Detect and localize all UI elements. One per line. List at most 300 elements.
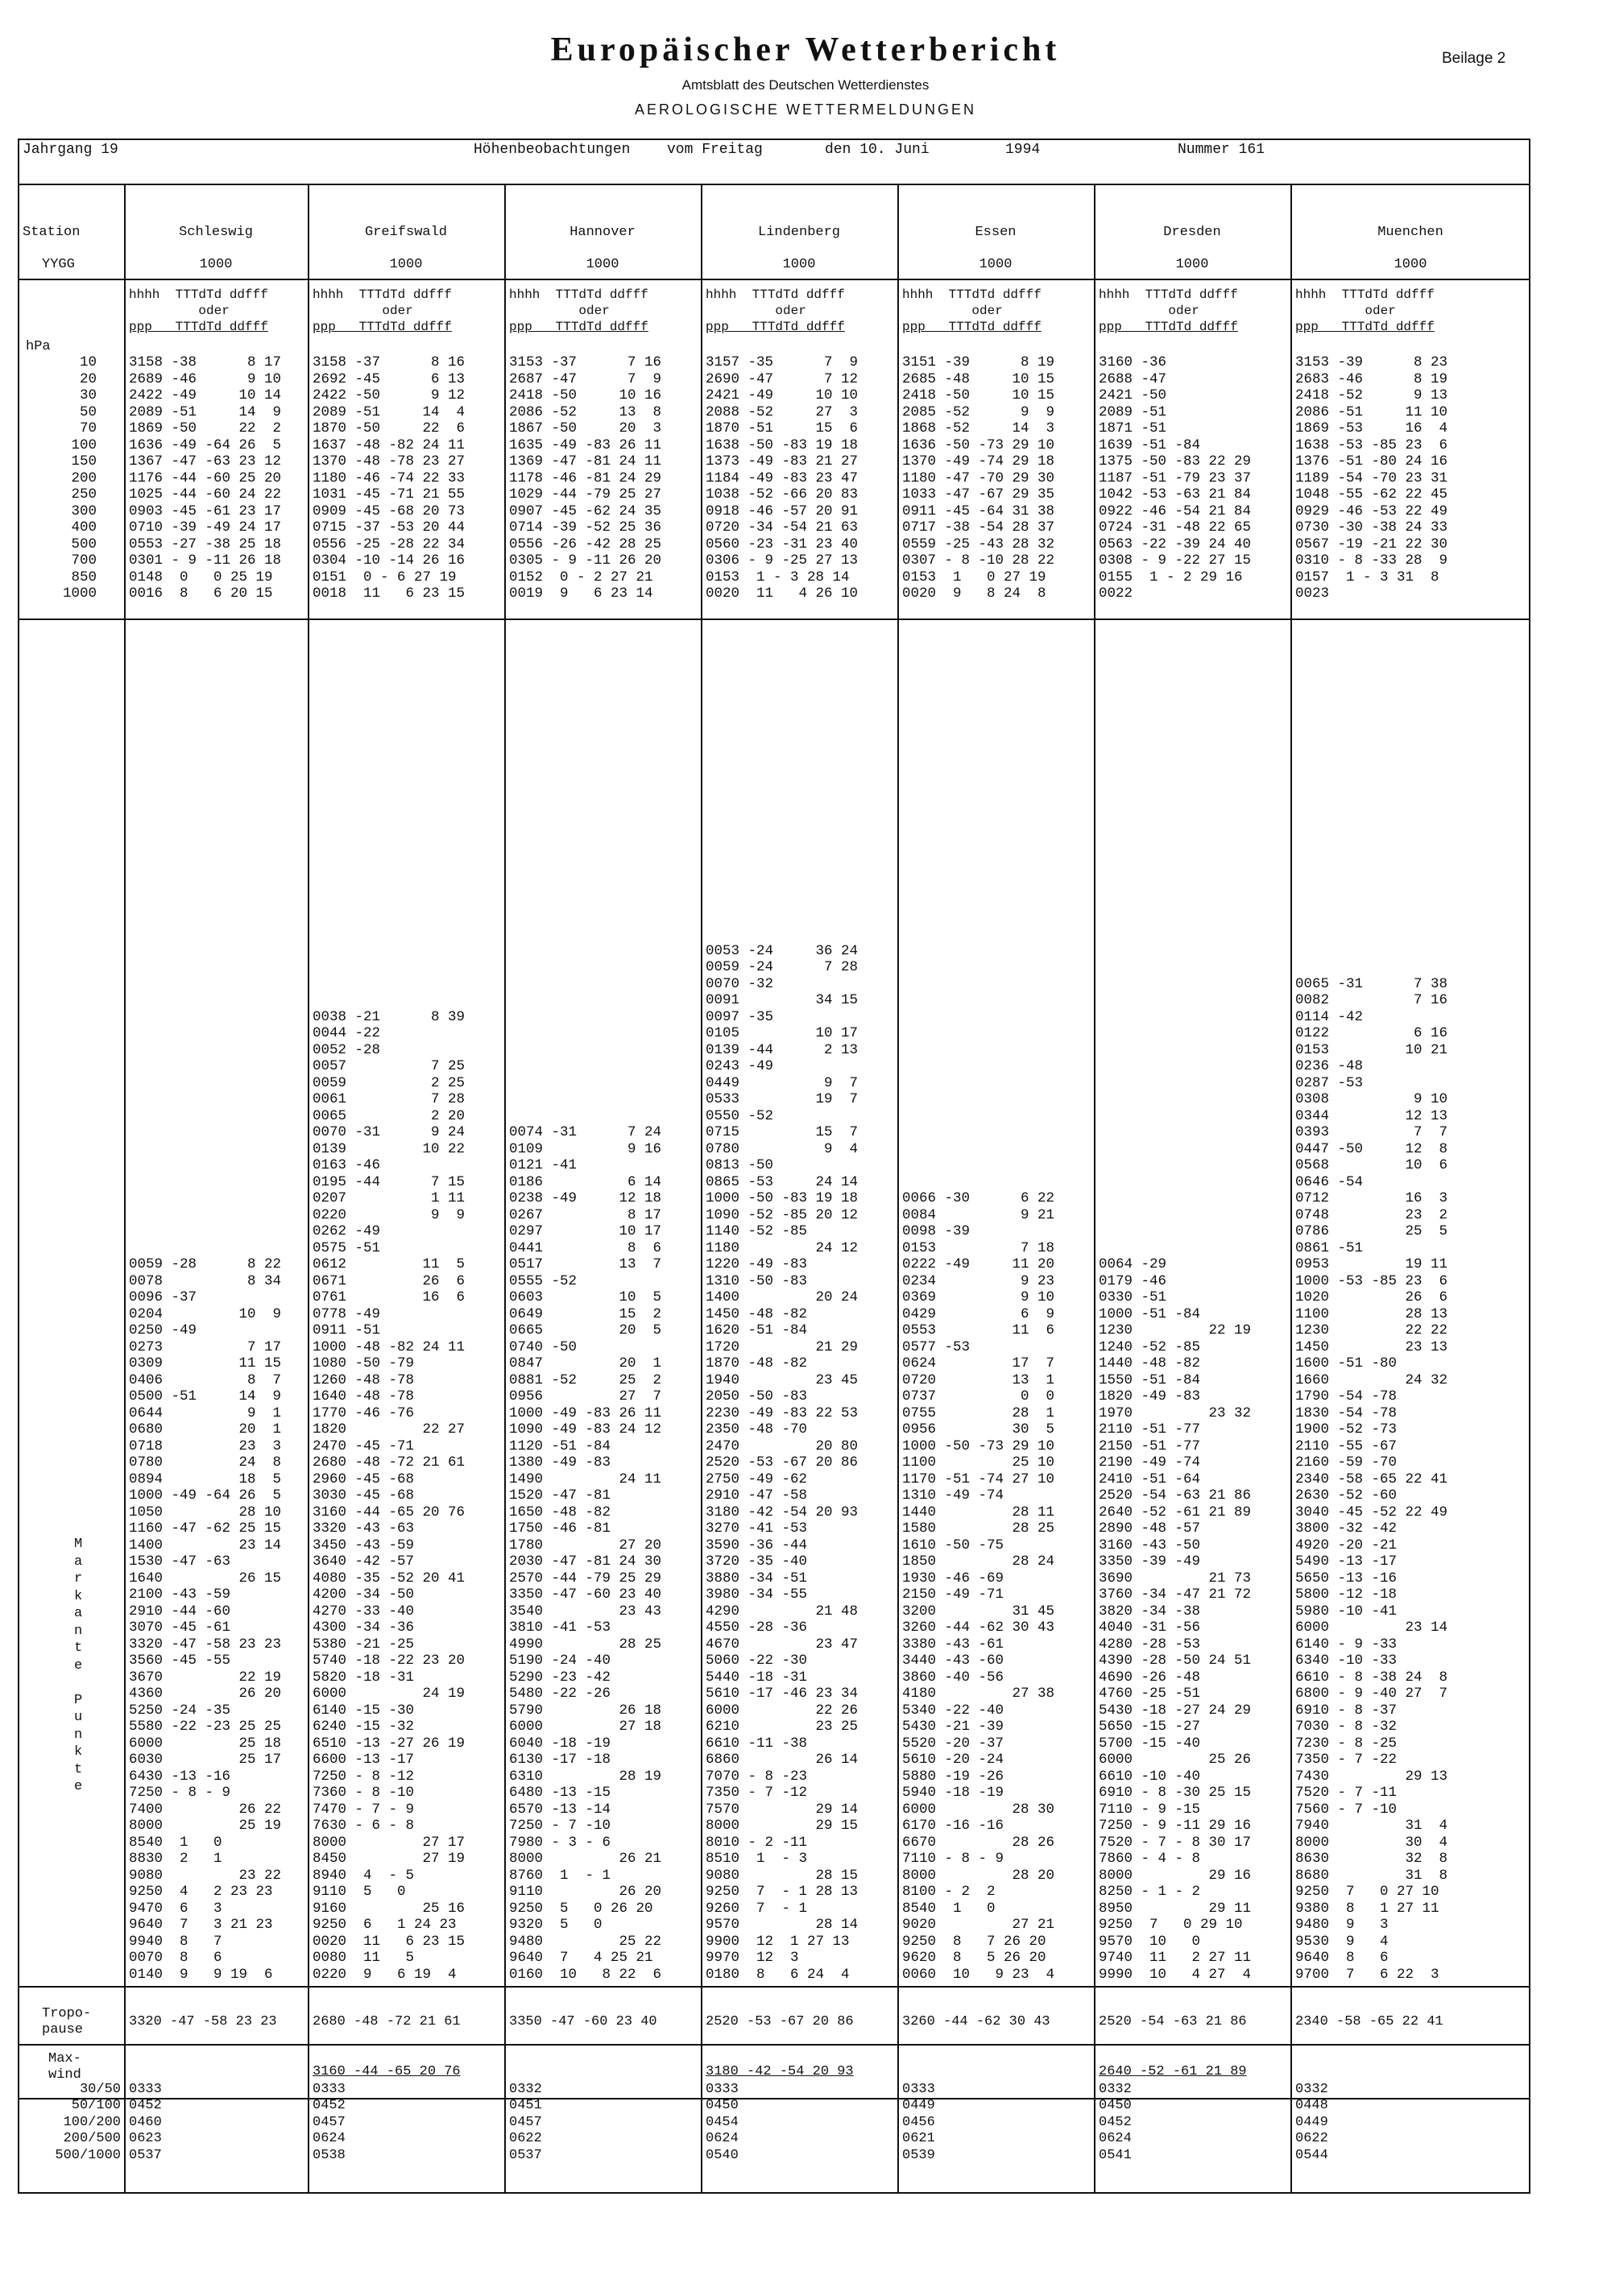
tropopause-value: 3260 -44 -62 30 43 [902,2014,1050,2029]
shear-label: 50/100 [71,2098,121,2114]
significant-point-row: 6000 27 18 [509,1719,662,1735]
pressure-level: 100 [71,436,97,453]
markante-letter: e [74,1779,83,1794]
significant-point-row: 1000 -53 -85 23 6 [1295,1272,1448,1289]
significant-point-row: 0778 -49 [313,1305,381,1322]
significant-point-row: 6140 - 9 -33 [1295,1636,1398,1653]
significant-point-row: 5820 -18 -31 [313,1669,415,1686]
level-row: 1373 -49 -83 21 27 [706,453,859,470]
markante-letter: n [74,1623,83,1639]
level-row: 1639 -51 -84 [1099,436,1201,453]
significant-point-row: 5430 -18 -27 24 29 [1099,1702,1252,1719]
level-row: 0301 - 9 -11 26 18 [129,552,282,569]
level-row: 0022 [1099,585,1133,602]
significant-point-row: 1020 26 6 [1295,1289,1448,1305]
significant-point-row: 4040 -31 -56 [1099,1620,1201,1636]
significant-point-row: 0179 -46 [1099,1272,1167,1289]
significant-point-row: 3320 -47 -58 23 23 [129,1636,282,1653]
significant-point-row: 5700 -15 -40 [1099,1735,1201,1752]
significant-point-row: 7110 - 8 - 9 [902,1851,1004,1867]
significant-point-row: 1100 28 13 [1295,1305,1448,1322]
significant-point-row: 0894 18 5 [129,1471,282,1487]
significant-point-row: 1000 -49 -83 26 11 [509,1404,662,1421]
significant-point-row: 1170 -51 -74 27 10 [902,1471,1055,1487]
significant-point-row: 9570 10 0 [1099,1933,1201,1950]
significant-point-row: 2050 -50 -83 [706,1388,808,1404]
significant-point-row: 2630 -52 -60 [1295,1487,1398,1504]
significant-point-row: 0195 -44 7 15 [313,1173,466,1190]
significant-point-row: 5940 -18 -19 [902,1785,1004,1801]
markante-letter: r [74,1571,83,1587]
shear-value: 0449 [1295,2114,1328,2130]
pressure-level: 70 [79,420,97,436]
significant-point-row: 7250 - 8 - 9 [129,1785,231,1801]
divider-header [18,184,1530,185]
significant-point-row: 0533 19 7 [706,1091,859,1107]
markante-letter: n [74,1727,83,1743]
significant-point-row: 1000 -48 -82 24 11 [313,1338,466,1355]
column-header: ppp TTTdTd ddfff [706,320,845,334]
column-header: hhhh TTTdTd ddfff [706,288,845,302]
column-header: hhhh TTTdTd ddfff [313,288,452,302]
significant-point-row: 1400 23 14 [129,1537,282,1553]
maxwind-value: 3160 -44 -65 20 76 [313,2064,461,2079]
significant-point-row: 7520 - 7 - 8 30 17 [1099,1834,1252,1851]
station-yygg: 1000 [586,257,619,272]
significant-point-row: 9970 12 3 [706,1950,799,1966]
significant-point-row: 2410 -51 -64 [1099,1471,1201,1487]
significant-point-row: 7400 26 22 [129,1801,282,1818]
significant-point-row: 3030 -45 -68 [313,1487,415,1504]
pressure-level: 250 [71,486,97,503]
tropopause-value: 3350 -47 -60 23 40 [509,2014,657,2029]
maxwind-label-2: wind [48,2067,81,2083]
significant-point-row: 1870 -48 -82 [706,1355,808,1371]
significant-point-row: 2890 -48 -57 [1099,1520,1201,1537]
significant-point-row: 9640 7 3 21 23 [129,1917,273,1933]
significant-point-row: 7070 - 8 -23 [706,1768,808,1785]
significant-point-row: 0603 10 5 [509,1289,662,1305]
level-row: 1635 -49 -83 26 11 [509,436,662,453]
level-row: 2422 -49 10 14 [129,387,282,403]
significant-point-row: 1140 -52 -85 [706,1223,808,1239]
level-row: 1638 -53 -85 23 6 [1295,436,1448,453]
station-label: Station [23,225,81,240]
significant-point-row: 2570 -44 -79 25 29 [509,1570,662,1587]
significant-point-row: 6800 - 9 -40 27 7 [1295,1686,1448,1702]
level-row: 0918 -46 -57 20 91 [706,503,859,519]
significant-point-row: 2640 -52 -61 21 89 [1099,1504,1252,1520]
significant-point-row: 0070 -31 9 24 [313,1124,466,1140]
markante-letter: M [74,1537,83,1552]
significant-point-row: 5190 -24 -40 [509,1653,611,1669]
significant-point-row: 0234 9 23 [902,1272,1055,1289]
shear-value: 0624 [706,2131,739,2147]
significant-point-row: 8760 1 - 1 [509,1867,611,1884]
significant-point-row: 0262 -49 [313,1223,381,1239]
level-row: 0020 9 8 24 8 [902,585,1046,602]
significant-point-row: 1930 -46 -69 [902,1570,1004,1587]
significant-point-row: 1050 28 10 [129,1504,282,1520]
significant-point-row: 0646 -54 [1295,1173,1364,1190]
significant-point-row: 2750 -49 -62 [706,1471,808,1487]
significant-point-row: 0052 -28 [313,1041,381,1058]
significant-point-row: 1770 -46 -76 [313,1404,415,1421]
level-row: 1638 -50 -83 19 18 [706,436,859,453]
significant-point-row: 0267 8 17 [509,1206,662,1223]
significant-point-row: 0078 8 34 [129,1272,282,1289]
significant-point-row: 5610 -20 -24 [902,1752,1004,1768]
significant-point-row: 1660 24 32 [1295,1371,1448,1388]
significant-point-row: 4280 -28 -53 [1099,1636,1201,1653]
column-header: oder [902,304,1003,318]
significant-point-row: 6860 26 14 [706,1752,859,1768]
significant-point-row: 9250 7 0 27 10 [1295,1884,1439,1900]
significant-point-row: 8250 - 1 - 2 [1099,1884,1201,1900]
significant-point-row: 0761 16 6 [313,1289,466,1305]
significant-point-row: 9530 9 4 [1295,1933,1389,1950]
significant-point-row: 8000 30 4 [1295,1834,1448,1851]
significant-point-row: 9470 6 3 [129,1900,222,1917]
level-row: 1867 -50 20 3 [509,420,662,436]
significant-point-row: 6000 22 26 [706,1702,859,1719]
significant-point-row: 2150 -49 -71 [902,1587,1004,1603]
significant-point-row: 2100 -43 -59 [129,1587,231,1603]
significant-point-row: 2520 -54 -63 21 86 [1099,1487,1252,1504]
significant-point-row: 7430 29 13 [1295,1768,1448,1785]
significant-point-row: 7230 - 8 -25 [1295,1735,1398,1752]
level-row: 1871 -51 [1099,420,1167,436]
shear-value: 0456 [902,2114,935,2130]
significant-point-row: 0553 11 6 [902,1322,1055,1338]
significant-point-row: 6430 -13 -16 [129,1768,231,1785]
significant-point-row: 0517 13 7 [509,1256,662,1272]
significant-point-row: 7350 - 7 -12 [706,1785,808,1801]
level-row: 1636 -49 -64 26 5 [129,436,282,453]
issue-number: Nummer 161 [1178,142,1265,158]
significant-point-row: 0121 -41 [509,1157,578,1173]
significant-point-row: 0780 24 8 [129,1454,282,1471]
shear-value: 0450 [706,2098,739,2114]
significant-point-row: 4180 27 38 [902,1686,1055,1702]
significant-point-row: 7360 - 8 -10 [313,1785,415,1801]
date-label: den 10. Juni [825,142,930,158]
markante-letter: t [74,1640,83,1656]
significant-point-row: 0038 -21 8 39 [313,1008,466,1025]
level-row: 0922 -46 -54 21 84 [1099,503,1252,519]
significant-point-row: 8630 32 8 [1295,1851,1448,1867]
significant-point-row: 1640 -48 -78 [313,1388,415,1404]
level-row: 1031 -45 -71 21 55 [313,486,466,503]
pressure-level: 200 [71,470,97,486]
significant-point-row: 4360 26 20 [129,1686,282,1702]
tropopause-value: 2680 -48 -72 21 61 [313,2014,461,2029]
significant-point-row: 0612 11 5 [313,1256,466,1272]
significant-point-row: 3690 21 73 [1099,1570,1252,1587]
significant-point-row: 7570 29 14 [706,1801,859,1818]
level-row: 0911 -45 -64 31 38 [902,503,1055,519]
significant-point-row: 9160 25 16 [313,1900,466,1917]
significant-point-row: 0074 -31 7 24 [509,1124,662,1140]
level-row: 0153 1 0 27 19 [902,569,1046,585]
significant-point-row: 2910 -44 -60 [129,1603,231,1620]
significant-point-row: 3560 -45 -55 [129,1653,231,1669]
jahrgang-label: Jahrgang 19 [23,142,118,158]
level-row: 1376 -51 -80 24 16 [1295,453,1448,470]
significant-point-row: 4760 -25 -51 [1099,1686,1201,1702]
significant-point-row: 3380 -43 -61 [902,1636,1004,1653]
significant-point-row: 1440 -48 -82 [1099,1355,1201,1371]
significant-point-row: 9020 27 21 [902,1917,1055,1933]
shear-value: 0452 [1099,2114,1132,2130]
significant-point-row: 5480 -22 -26 [509,1686,611,1702]
station-name: Dresden [1163,225,1221,240]
column-header: ppp TTTdTd ddfff [129,320,268,334]
level-row: 0308 - 9 -22 27 15 [1099,552,1252,569]
column-divider [1094,184,1095,2194]
divider-yygg [18,279,1530,280]
shear-value: 0460 [129,2114,162,2130]
significant-point-row: 7030 - 8 -32 [1295,1719,1398,1735]
significant-point-row: 9940 8 7 [129,1933,222,1950]
tropopause-label-2: pause [42,2022,84,2037]
significant-point-row: 0057 7 25 [313,1058,466,1074]
level-row: 0304 -10 -14 26 16 [313,552,466,569]
significant-point-row: 3180 -42 -54 20 93 [706,1504,859,1520]
level-row: 0559 -25 -43 28 32 [902,536,1055,552]
station-name: Greifswald [364,225,448,240]
significant-point-row: 0555 -52 [509,1272,578,1289]
significant-point-row: 6610 -10 -40 [1099,1768,1201,1785]
level-row: 2089 -51 14 9 [129,403,282,420]
significant-point-row: 3160 -44 -65 20 76 [313,1504,466,1520]
document-heading: AEROLOGISCHE WETTERMELDUNGEN [634,101,977,118]
significant-point-row: 9320 5 0 [509,1917,603,1933]
significant-point-row: 5440 -18 -31 [706,1669,808,1686]
column-divider [1290,184,1292,2194]
significant-point-row: 1610 -50 -75 [902,1537,1004,1553]
significant-point-row: 2030 -47 -81 24 30 [509,1553,662,1570]
shear-label: 100/200 [63,2114,121,2130]
significant-point-row: 6030 25 17 [129,1752,282,1768]
significant-point-row: 0122 6 16 [1295,1025,1448,1041]
column-divider [504,184,506,2194]
shear-value: 0621 [902,2131,935,2147]
column-header: oder [706,304,806,318]
shear-value: 0457 [313,2114,346,2130]
shear-value: 0333 [706,2082,739,2097]
significant-point-row: 5380 -21 -25 [313,1636,415,1653]
level-row: 1189 -54 -70 23 31 [1295,470,1448,486]
markante-letter: t [74,1761,83,1777]
significant-point-row: 0718 23 3 [129,1438,282,1454]
significant-point-row: 5520 -20 -37 [902,1735,1004,1752]
significant-point-row: 5490 -13 -17 [1295,1553,1398,1570]
significant-point-row: 0153 7 18 [902,1239,1055,1256]
significant-point-row: 9250 8 7 26 20 [902,1933,1046,1950]
level-row: 0152 0 - 2 27 21 [509,569,653,585]
significant-point-row: 3070 -45 -61 [129,1620,231,1636]
shear-value: 0624 [313,2131,346,2147]
significant-point-row: 9250 4 2 23 23 [129,1884,273,1900]
level-row: 0148 0 0 25 19 [129,569,273,585]
column-header: hhhh TTTdTd ddfff [129,288,268,302]
significant-point-row: 0671 26 6 [313,1272,466,1289]
shear-value: 0537 [129,2147,162,2163]
level-row: 0556 -25 -28 22 34 [313,536,466,552]
significant-point-row: 9570 28 14 [706,1917,859,1933]
significant-point-row: 1820 -49 -83 [1099,1388,1201,1404]
level-row: 1636 -50 -73 29 10 [902,436,1055,453]
level-row: 0724 -31 -48 22 65 [1099,519,1252,536]
level-row: 0710 -39 -49 24 17 [129,519,282,536]
shear-label: 500/1000 [55,2147,121,2163]
column-header: hhhh TTTdTd ddfff [1295,288,1435,302]
pressure-level: 500 [71,536,97,552]
significant-point-row: 0053 -24 36 24 [706,942,859,959]
level-row: 2690 -47 7 12 [706,370,859,387]
significant-point-row: 7630 - 6 - 8 [313,1818,415,1834]
significant-point-row: 9260 7 - 1 [706,1900,808,1917]
level-row: 1038 -52 -66 20 83 [706,486,859,503]
column-header: ppp TTTdTd ddfff [1099,320,1238,334]
level-row: 0020 11 4 26 10 [706,585,859,602]
significant-point-row: 7980 - 3 - 6 [509,1834,611,1851]
level-row: 2683 -46 8 19 [1295,370,1448,387]
significant-point-row: 1440 28 11 [902,1504,1055,1520]
significant-point-row: 1180 24 12 [706,1239,859,1256]
pressure-level: 700 [71,552,97,569]
significant-point-row: 0449 9 7 [706,1074,859,1091]
significant-point-row: 9250 5 0 26 20 [509,1900,653,1917]
significant-point-row: 0748 23 2 [1295,1206,1448,1223]
shear-value: 0332 [1295,2082,1328,2097]
significant-point-row: 0160 10 8 22 6 [509,1966,662,1983]
significant-point-row: 0065 2 20 [313,1107,466,1124]
level-row: 2689 -46 9 10 [129,370,282,387]
level-row: 0556 -26 -42 28 25 [509,536,662,552]
shear-value: 0454 [706,2114,739,2130]
significant-point-row: 8680 31 8 [1295,1867,1448,1884]
significant-point-row: 6000 24 19 [313,1686,466,1702]
significant-point-row: 0139 10 22 [313,1140,466,1157]
maxwind-value: 3180 -42 -54 20 93 [706,2064,854,2079]
significant-point-row: 0084 9 21 [902,1206,1055,1223]
significant-point-row: 0953 19 11 [1295,1256,1448,1272]
level-row: 2422 -50 9 12 [313,387,466,403]
significant-point-row: 3440 -43 -60 [902,1653,1004,1669]
significant-point-row: 0786 25 5 [1295,1223,1448,1239]
significant-point-row: 7520 - 7 -11 [1295,1785,1398,1801]
significant-point-row: 3720 -35 -40 [706,1553,808,1570]
shear-value: 0541 [1099,2147,1132,2163]
significant-point-row: 6140 -15 -30 [313,1702,415,1719]
significant-point-row: 0220 9 6 19 4 [313,1966,457,1983]
level-row: 2421 -49 10 10 [706,387,859,403]
significant-point-row: 1120 -51 -84 [509,1438,611,1454]
shear-value: 0452 [129,2098,162,2114]
significant-point-row: 5740 -18 -22 23 20 [313,1653,466,1669]
significant-point-row: 0096 -37 [129,1289,197,1305]
station-name: Muenchen [1377,225,1443,240]
column-header: oder [313,304,413,318]
station-yygg: 1000 [1394,257,1427,272]
significant-point-row: 8540 1 0 [902,1900,996,1917]
significant-point-row: 6600 -13 -17 [313,1752,415,1768]
significant-point-row: 5800 -12 -18 [1295,1587,1398,1603]
significant-point-row: 0330 -51 [1099,1289,1167,1305]
significant-point-row: 3260 -44 -62 30 43 [902,1620,1055,1636]
column-divider [701,184,702,2194]
level-row: 1869 -53 16 4 [1295,420,1448,436]
shear-value: 0622 [1295,2131,1328,2147]
significant-point-row: 6240 -15 -32 [313,1719,415,1735]
level-row: 0155 1 - 2 29 16 [1099,569,1243,585]
level-row: 0567 -19 -21 22 30 [1295,536,1448,552]
significant-point-row: 0207 1 11 [313,1190,466,1206]
significant-point-row: 3800 -32 -42 [1295,1520,1398,1537]
significant-point-row: 1080 -50 -79 [313,1355,415,1371]
significant-point-row: 8000 25 19 [129,1818,282,1834]
significant-point-row: 1400 20 24 [706,1289,859,1305]
significant-point-row: 7560 - 7 -10 [1295,1801,1398,1818]
tropopause-value: 2340 -58 -65 22 41 [1295,2014,1443,2029]
significant-point-row: 0114 -42 [1295,1008,1364,1025]
significant-point-row: 0369 9 10 [902,1289,1055,1305]
level-row: 2688 -47 [1099,370,1167,387]
level-row: 1180 -46 -74 22 33 [313,470,466,486]
level-row: 2085 -52 9 9 [902,403,1055,420]
level-row: 1025 -44 -60 24 22 [129,486,282,503]
level-row: 0151 0 - 6 27 19 [313,569,457,585]
significant-point-row: 5650 -13 -16 [1295,1570,1398,1587]
significant-point-row: 0577 -53 [902,1338,971,1355]
significant-point-row: 0740 -50 [509,1338,578,1355]
level-row: 0720 -34 -54 21 63 [706,519,859,536]
shear-value: 0450 [1099,2098,1132,2114]
significant-point-row: 9640 8 6 [1295,1950,1389,1966]
significant-point-row: 8450 27 19 [313,1851,466,1867]
significant-point-row: 9110 26 20 [509,1884,662,1900]
significant-point-row: 0737 0 0 [902,1388,1055,1404]
level-row: 1637 -48 -82 24 11 [313,436,466,453]
tropopause-value: 2520 -54 -63 21 86 [1099,2014,1247,2029]
significant-point-row: 1750 -46 -81 [509,1520,611,1537]
station-yygg: 1000 [199,257,233,272]
column-divider [897,184,899,2194]
column-header: oder [1099,304,1199,318]
level-row: 1367 -47 -63 23 12 [129,453,282,470]
level-row: 1033 -47 -67 29 35 [902,486,1055,503]
significant-point-row: 3980 -34 -55 [706,1587,808,1603]
weekday-label: vom Freitag [667,142,763,158]
column-header: oder [509,304,610,318]
significant-point-row: 0061 7 28 [313,1091,466,1107]
markante-letter: a [74,1553,83,1570]
significant-point-row: 8830 2 1 [129,1851,222,1867]
level-row: 0016 8 6 20 15 [129,585,273,602]
significant-point-row: 0238 -49 12 18 [509,1190,662,1206]
significant-point-row: 0649 15 2 [509,1305,662,1322]
significant-point-row: 1230 22 22 [1295,1322,1448,1338]
significant-point-row: 6130 -17 -18 [509,1752,611,1768]
significant-point-row: 4920 -20 -21 [1295,1537,1398,1553]
significant-point-row: 2680 -48 -72 21 61 [313,1454,466,1471]
observation-label: Höhenbeobachtungen [474,142,631,158]
significant-point-row: 1000 -49 -64 26 5 [129,1487,282,1504]
significant-point-row: 0082 7 16 [1295,992,1448,1008]
significant-point-row: 0644 9 1 [129,1404,282,1421]
